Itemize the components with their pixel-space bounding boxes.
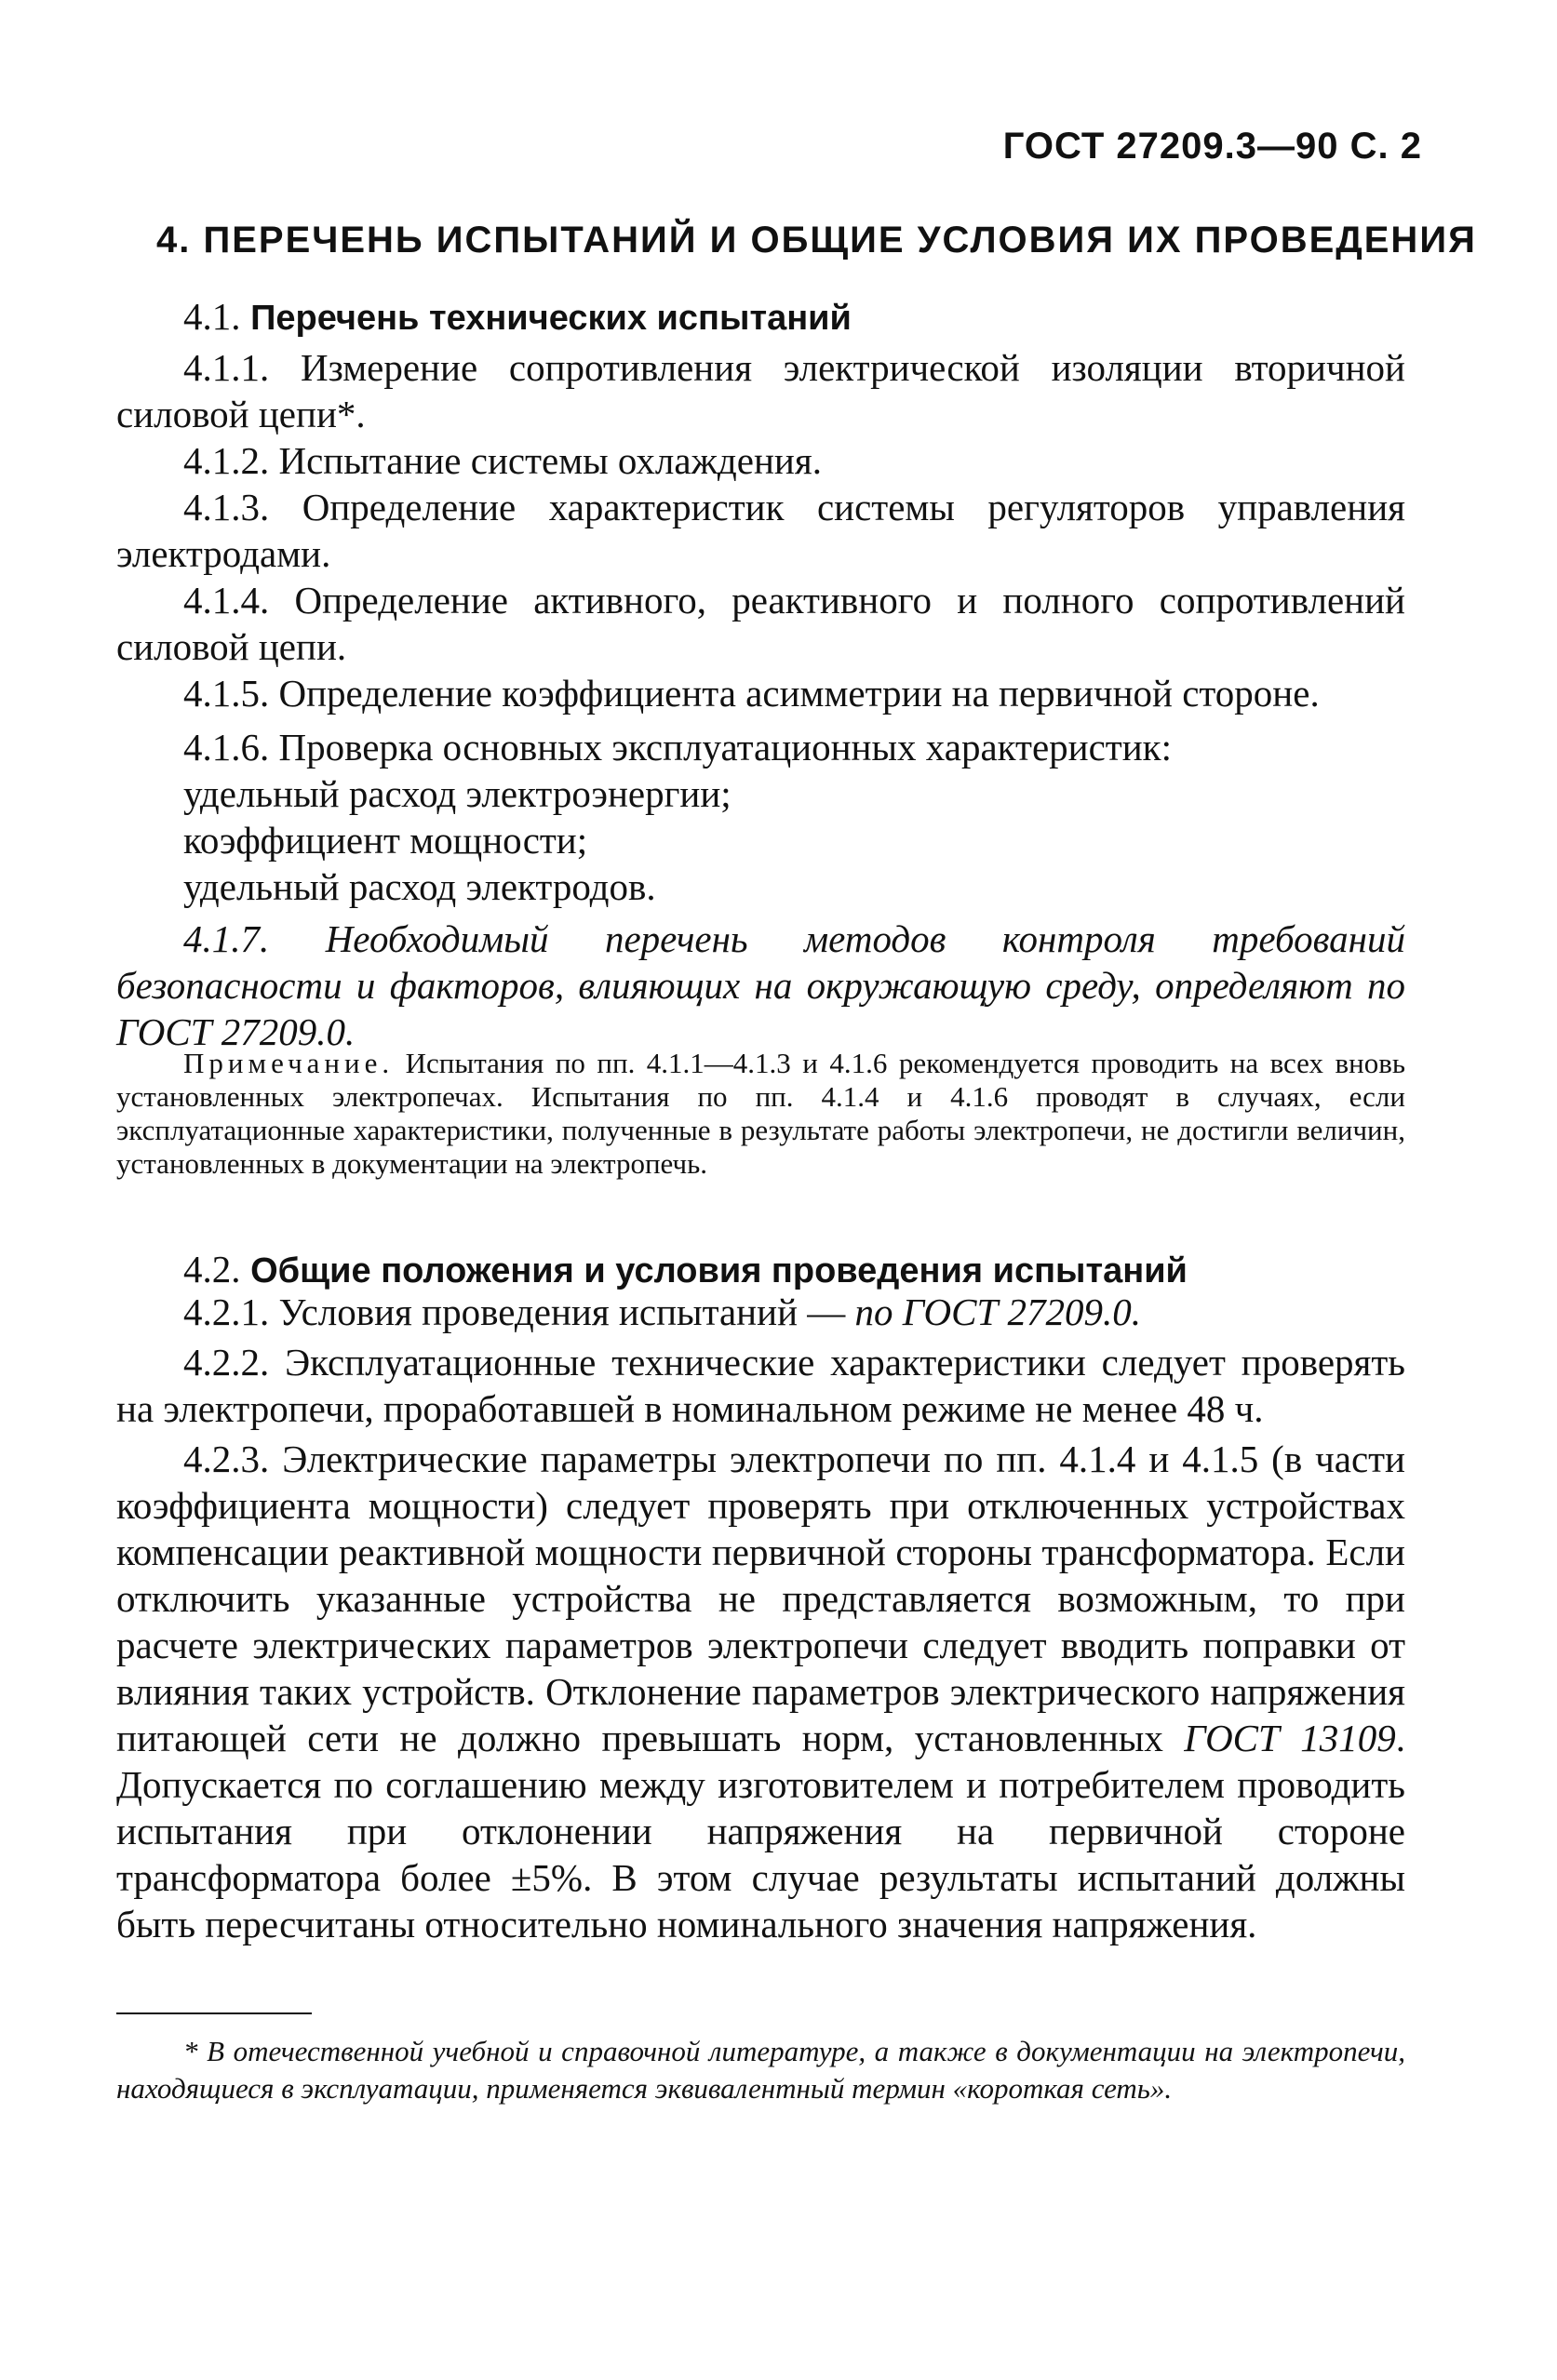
standard-reference: по ГОСТ 27209.0. xyxy=(854,1290,1142,1333)
note-label: Примечание. xyxy=(183,1047,395,1079)
footnote: * В отечественной учебной и справочной литературе, а также в документации на электропечи, находящиеся в эксплуатации, применяется эквивалентный термин «короткая сеть». xyxy=(116,2035,1405,2105)
list-item-4-1-4: 4.1.4. Определение активного, реактивного и полного сопротивлений силовой цепи. xyxy=(116,579,1405,668)
subsection-heading-4-1 xyxy=(183,294,852,339)
list-item-4-2-3: 4.2.3. Электрические параметры электропечи по пп. 4.1.4 и 4.1.5 (в части коэффициента мощности) следует проверять при отключенных устройствах компенсации реактивной мощности первичной стороны трансформатора. Если отключить указанные устройства не представляется возможным, то при расчете электрических параметров электропечи следует вводить поправки от влияния таких устройств. Отклонение параметров электрического напряжения питающей сети не должно превышать норм, установленных ГОСТ 13109. Допускается по соглашению между изготовителем и потребителем проводить испытания при отклонении напряжения на первичной стороне трансформатора более ±5%. В этом случае результаты испытаний должны быть пересчитаны относительно номинального значения напряжения. xyxy=(116,1437,1405,1945)
list-item-4-1-2: 4.1.2. Испытание системы охлаждения. xyxy=(183,439,822,482)
subsection-number: 4.2. xyxy=(183,1248,241,1290)
subsection-title: Общие положения и условия проведения испытаний xyxy=(250,1251,1188,1290)
note-block xyxy=(116,1047,1405,1181)
list-subitem: удельный расход электроэнергии; xyxy=(183,772,732,815)
list-item-4-1-3: 4.1.3. Определение характеристик системы регуляторов управления электродами. xyxy=(116,486,1405,575)
standard-reference: ГОСТ 13109 xyxy=(1184,1717,1396,1759)
list-4-1 xyxy=(116,344,1405,1055)
list-subitem: удельный расход электродов. xyxy=(183,865,656,908)
list-item-4-1-7: 4.1.7. Необходимый перечень методов контроля требований безопасности и факторов, влияющих на окружающую среду, определяют по ГОСТ 27209.0. xyxy=(116,917,1405,1053)
list-item-4-2-1: 4.2.1. Условия проведения испытаний — по ГОСТ 27209.0. xyxy=(183,1290,1142,1333)
section-title: 4. ПЕРЕЧЕНЬ ИСПЫТАНИЙ И ОБЩИЕ УСЛОВИЯ ИХ ПРОВЕДЕНИЯ xyxy=(156,220,1477,261)
list-item-4-2-2: 4.2.2. Эксплуатационные технические характеристики следует проверять на электропечи, проработавшей в номинальном режиме не менее 48 ч. xyxy=(116,1341,1405,1430)
list-item-4-1-6: 4.1.6. Проверка основных эксплуатационных характеристик: xyxy=(183,726,1172,769)
list-4-2 xyxy=(116,1289,1405,1947)
footnote-divider xyxy=(116,2012,312,2014)
page-header: ГОСТ 27209.3—90 С. 2 xyxy=(1002,126,1422,167)
list-item-4-1-5: 4.1.5. Определение коэффициента асимметрии на первичной стороне. xyxy=(183,672,1320,715)
list-subitem: коэффициент мощности; xyxy=(183,819,588,862)
subsection-number: 4.1. xyxy=(183,295,241,338)
subsection-heading-4-2 xyxy=(183,1247,1188,1291)
list-item-4-1-1: 4.1.1. Измерение сопротивления электрической изоляции вторичной силовой цепи*. xyxy=(116,346,1405,435)
subsection-title: Перечень технических испытаний xyxy=(250,299,852,338)
note-text: Испытания по пп. 4.1.1—4.1.3 и 4.1.6 рекомендуется проводить на всех вновь установленных электропечах. Испытания по пп. 4.1.4 и 4.1.6 проводят в случаях, если эксплуатационные характеристики, полученные в результате работы электропечи, не достигли величин, установленных в документации на электропечь. xyxy=(116,1047,1406,1180)
